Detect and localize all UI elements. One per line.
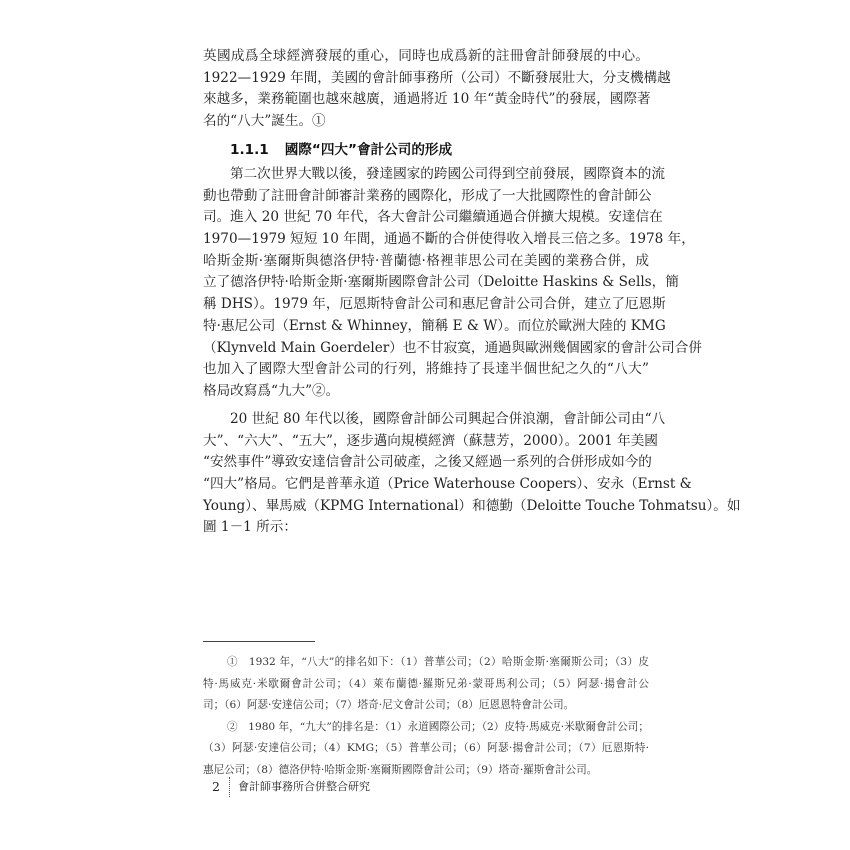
text-line: 特·惠尼公司（Ernst & Whinney，簡稱 E & W）。而位於歐洲大陸的 KMG bbox=[203, 317, 666, 334]
footnote-divider bbox=[203, 641, 315, 642]
text-line: （3）阿瑟·安達信公司；（4）KMG；（5）普華公司；（6）阿瑟·揚會計公司；（7）厄恩斯特· bbox=[203, 742, 649, 754]
text-line: 司。進入 20 世紀 70 年代，各大會計公司繼續通過合併擴大規模。安達信在 bbox=[203, 209, 663, 226]
text-line: 動也帶動了註冊會計師審計業務的國際化，形成了一大批國際性的會計師公 bbox=[203, 187, 652, 204]
text-line: 哈斯金斯·塞爾斯與德洛伊特·普蘭德·格裡菲思公司在美國的業務合併，成 bbox=[203, 252, 649, 269]
text-line: 立了德洛伊特·哈斯金斯·塞爾斯國際會計公司（Deloitte Haskins & Sells，簡 bbox=[203, 274, 679, 291]
book-title: 會計師事務所合併整合研究 bbox=[237, 780, 370, 793]
text-line: 1970—1979 短短 10 年間，通過不斷的合併使得收入增長三倍之多。1978 年， bbox=[203, 231, 695, 248]
footnotes bbox=[203, 652, 649, 781]
text-line: Young）、畢馬威（KPMG International）和德勤（Deloitte Touche Tohmatsu）。如 bbox=[203, 497, 741, 514]
footer-separator bbox=[229, 777, 230, 797]
section-number: 1.1.1 bbox=[230, 142, 269, 158]
text-line: 格局改寫爲“九大”②。 bbox=[203, 382, 340, 399]
text-line: 也加入了國際大型會計公司的行列，將維持了長達半個世紀之久的“八大” bbox=[203, 361, 649, 378]
paragraph-3 bbox=[203, 409, 741, 539]
paragraph-2 bbox=[203, 164, 702, 403]
text-line: 名的“八大”誕生。① bbox=[203, 113, 326, 130]
text-line: 大”、“六大”、“五大”，逐步邁向規模經濟（蘇慧芳，2000）。2001 年美國 bbox=[203, 432, 658, 449]
text-line: 惠尼公司；（8）德洛伊特·哈斯金斯·塞爾斯國際會計公司；（9）塔奇·羅斯會計公司。 bbox=[203, 763, 598, 776]
paragraph-first-line: 第二次世界大戰以後，發達國家的跨國公司得到空前發展，國際資本的流 bbox=[230, 166, 665, 182]
paragraph-first-line: ② 1980 年，“九大”的排名是：（1）永道國際公司；（2）皮特·馬威克·米歇爾會計公司； bbox=[227, 720, 649, 733]
paragraph-1 bbox=[203, 46, 671, 133]
text-line: 特·馬威克·米歇爾會計公司；（4）萊布蘭德·羅斯兄弟·蒙哥馬利公司；（5）阿瑟·揚會計公 bbox=[203, 677, 649, 690]
text-line: “安然事件”導致安達信會計公司破產，之後又經過一系列的合併形成如今的 bbox=[203, 454, 652, 471]
text-line: 圖 1－1 所示： bbox=[203, 519, 297, 536]
paragraph-first-line: 20 世紀 80 年代以後，國際會計師公司興起合併浪潮，會計師公司由“八 bbox=[230, 411, 666, 427]
section-title: 國際“四大”會計公司的形成 bbox=[284, 142, 453, 158]
text-line: 稱 DHS）。1979 年，厄恩斯特會計公司和惠尼會計公司合併，建立了厄恩斯 bbox=[203, 296, 666, 313]
text-line: 1922—1929 年間，美國的會計師事務所（公司）不斷發展壯大，分支機構越 bbox=[203, 69, 671, 86]
section-heading bbox=[230, 139, 452, 161]
text-line: （Klynveld Main Goerdeler）也不甘寂寞，通過與歐洲幾個國家的會計公司合併 bbox=[203, 339, 702, 356]
text-line: 來越多，業務範圍也越來越廣，通過將近 10 年“黃金時代”的發展，國際著 bbox=[203, 91, 651, 108]
paragraph-first-line: ① 1932 年，“八大”的排名如下：（1）普華公司；（2）哈斯金斯·塞爾斯公司；（3）皮 bbox=[227, 656, 649, 668]
text-line: 司；（6）阿瑟·安達信公司；（7）塔奇·尼文會計公司；（8）厄恩恩特會計公司。 bbox=[203, 699, 575, 711]
text-line: “四大”格局。它們是普華永道（Price Waterhouse Coopers）、安永（Ernst & bbox=[203, 476, 692, 493]
paragraph-first-line: 英國成爲全球經濟發展的重心，同時也成爲新的註冊會計師發展的中心。 bbox=[203, 48, 649, 64]
page-footer bbox=[212, 776, 370, 798]
page-number: 2 bbox=[212, 779, 220, 794]
